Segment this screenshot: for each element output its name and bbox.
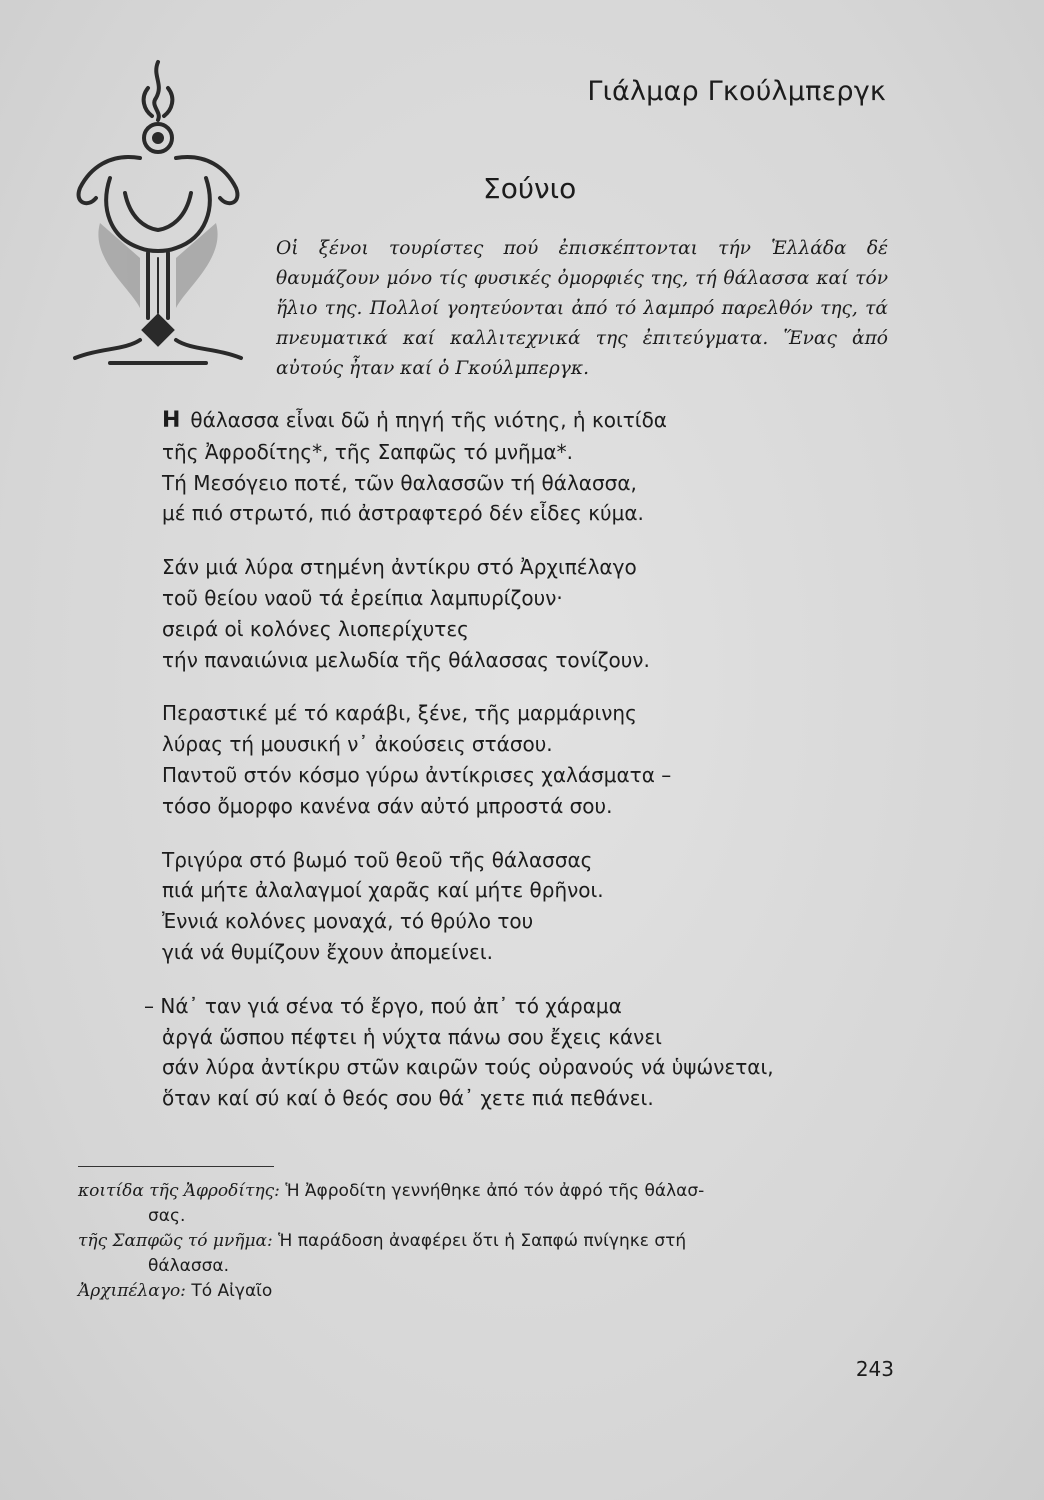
poem-line: Περαστικέ μέ τό καράβι, ξένε, τῆς μαρμάρινης: [162, 701, 637, 726]
footnote-text: Τό Αἰγαῖο: [191, 1281, 273, 1301]
footnote-text: Ἡ παράδοση ἀναφέρει ὅτι ἡ Σαπφώ πνίγηκε στή: [278, 1231, 687, 1251]
footnote: [78, 1179, 893, 1229]
stanza-2: [162, 552, 922, 675]
poem-line: Τή Μεσόγειο ποτέ, τῶν θαλασσῶν τή θάλασσα,: [162, 470, 637, 495]
poem-line: Σάν μιά λύρα στημένη ἀντίκρυ στό Ἀρχιπέλαγο: [162, 555, 637, 580]
poem-line: τῆς Ἀφροδίτης*, τῆς Σαπφῶς τό μνῆμα*.: [162, 439, 573, 464]
poem-line: ἀργά ὥσπου πέφτει ἡ νύχτα πάνω σου ἔχεις κάνει: [162, 1024, 662, 1049]
poem-line: γιά νά θυμίζουν ἔχουν ἀπομείνει.: [162, 939, 493, 964]
stanza-3: [162, 698, 922, 821]
decorative-vase-ornament-icon: [70, 58, 245, 378]
poem-line: πιά μήτε ἀλαλαγμοί χαρᾶς καί μήτε θρῆνοι.: [162, 878, 604, 903]
footnote: [78, 1229, 893, 1279]
author-name: Γιάλμαρ Γκούλμπεργκ: [587, 76, 886, 107]
stanza-4: [162, 845, 922, 968]
poem-line: ὅταν καί σύ καί ὁ θεός σου θά᾽ χετε πιά πεθάνει.: [162, 1086, 654, 1111]
footnote-divider: [78, 1166, 274, 1167]
poem-line: τόσο ὄμορφο κανένα σάν αὐτό μπροστά σου.: [162, 793, 613, 818]
page-number: 243: [855, 1357, 894, 1381]
poem-line: τήν παναιώνια μελωδία τῆς θάλασσας τονίζουν.: [162, 647, 650, 672]
stanza-5: [144, 991, 922, 1114]
drop-cap: Η: [162, 408, 181, 433]
poem-line: Παντοῦ στόν κόσμο γύρω ἀντίκρισες χαλάσματα –: [162, 762, 672, 787]
poem-line: τοῦ θείου ναοῦ τά ἐρείπια λαμπυρίζουν·: [162, 585, 563, 610]
footnote-continuation: θάλασσα.: [148, 1256, 230, 1276]
footnote-term: Ἀρχιπέλαγο:: [78, 1281, 186, 1301]
poem-line: – Νά᾽ ταν γιά σένα τό ἔργο, πού ἀπ᾽ τό χάραμα: [144, 993, 622, 1018]
stanza-1: [162, 405, 922, 529]
intro-paragraph: Οἱ ξένοι τουρίστες πού ἐπισκέπτονται τήν Ἑλλάδα δέ θαυμάζουν μόνο τίς φυσικές ὀμορφιές της, τή θάλασσα καί τόν ἥλιο της. Πολλοί γοητεύονται ἀπό τό λαμπρό παρελθόν της, τά πνευματικά καί καλλιτεχνικά της ἐπιτεύγματα. Ἕνας ἀπό αὐτούς ἦταν καί ὁ Γκούλμπεργκ.: [276, 238, 888, 379]
poem-line: Η θάλασσα εἶναι δῶ ἡ πηγή τῆς νιότης, ἡ κοιτίδα: [162, 408, 667, 433]
footnote-term: κοιτίδα τῆς Ἀφροδίτης:: [78, 1181, 280, 1201]
poem-line: Τριγύρα στό βωμό τοῦ θεοῦ τῆς θάλασσας: [162, 847, 593, 872]
poem-line: σειρά οἱ κολόνες λιοπερίχυτες: [162, 616, 469, 641]
poem-line: Ἐννιά κολόνες μοναχά, τό θρύλο του: [162, 909, 534, 934]
poem-title: Σούνιο: [483, 172, 577, 205]
footnote-term: τῆς Σαπφῶς τό μνῆμα:: [78, 1231, 273, 1251]
poem-line: μέ πιό στρωτό, πιό ἀστραφτερό δέν εἶδες κύμα.: [162, 501, 644, 526]
poem-line: λύρας τή μουσική ν᾽ ἀκούσεις στάσου.: [162, 732, 553, 757]
footnote-continuation: σας.: [148, 1206, 186, 1226]
footnote-text: Ἡ Ἀφροδίτη γεννήθηκε ἀπό τόν ἀφρό τῆς θάλασ-: [285, 1181, 705, 1201]
poem-line: σάν λύρα ἀντίκρυ στῶν καιρῶν τούς οὐρανούς νά ὑψώνεται,: [162, 1055, 774, 1080]
poem-body: [144, 405, 922, 1137]
footnotes: [78, 1179, 893, 1304]
footnote: [78, 1279, 893, 1304]
